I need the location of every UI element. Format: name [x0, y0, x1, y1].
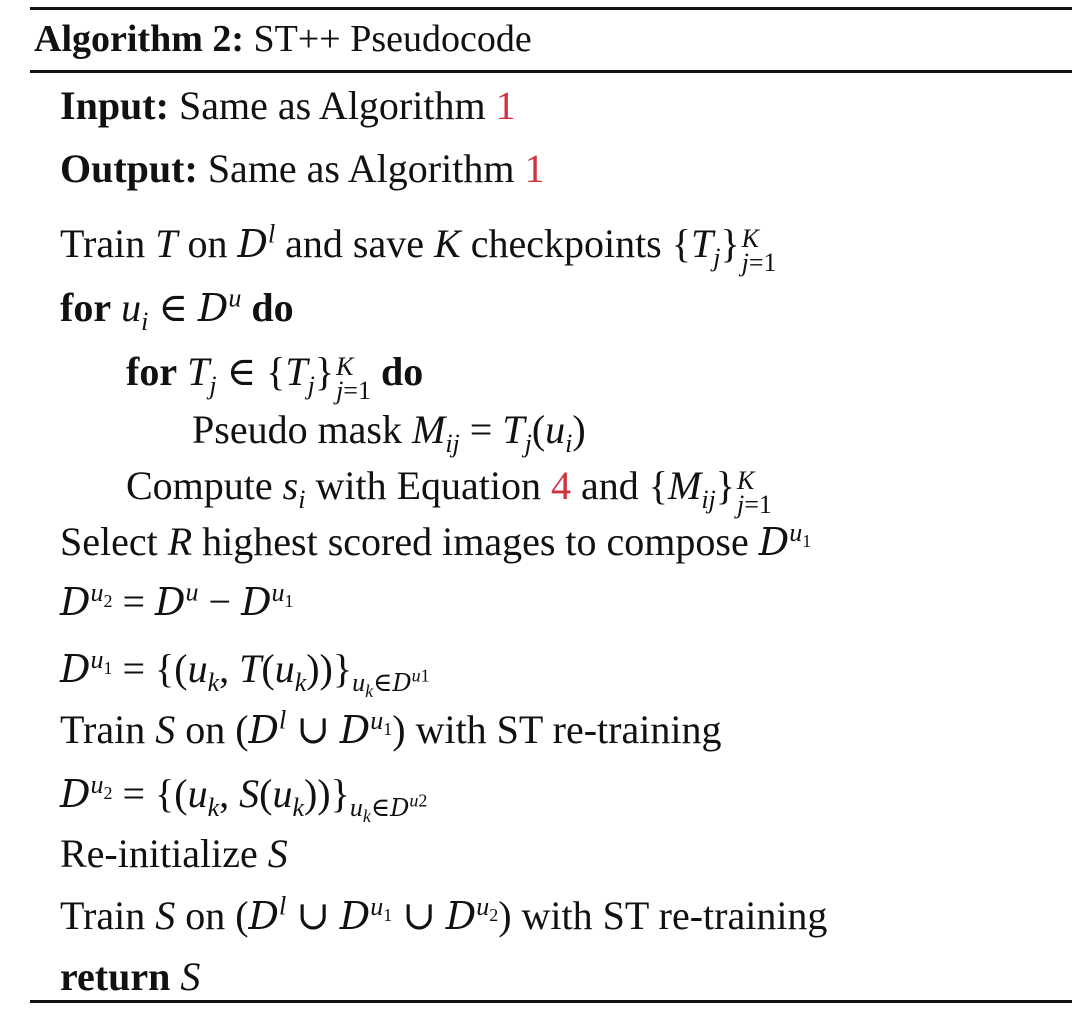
algo-line-label-u1 — [60, 644, 430, 702]
text-fragment: with Equation — [315, 463, 542, 508]
math-sup-u2: u2 — [90, 577, 113, 611]
math-D: D — [237, 222, 268, 266]
text-fragment: highest scored images to compose — [202, 519, 749, 564]
math-D: D — [241, 580, 272, 624]
bottom-rule — [30, 1000, 1072, 1003]
math-eq: = — [122, 579, 146, 624]
text-fragment: checkpoints — [470, 221, 662, 266]
math-in: ∈ — [226, 349, 257, 394]
input-keyword: Input: — [60, 83, 169, 128]
for-keyword: for — [60, 285, 112, 330]
output-line — [60, 145, 544, 193]
math-eq: = — [122, 771, 146, 816]
math-T: T — [187, 349, 210, 394]
return-keyword: return — [60, 954, 171, 999]
math-sup-u1: u1 — [789, 517, 812, 551]
math-D: D — [60, 580, 91, 624]
text-fragment: with ST re-training — [521, 893, 828, 938]
math-K: K — [434, 221, 461, 266]
math-eq: = — [469, 407, 493, 452]
math-u: u — [121, 285, 142, 330]
math-sup-u2: u2 — [90, 769, 113, 803]
algo-line-split — [60, 578, 294, 626]
algorithm-ref-link[interactable]: 1 — [524, 146, 545, 191]
algorithm-ref-link[interactable]: 1 — [495, 83, 516, 128]
for-keyword: for — [126, 349, 178, 394]
math-sub-j: j — [209, 371, 217, 400]
math-checkpoint-set: $\{T_j\}$ — [266, 349, 335, 400]
math-M: M — [412, 407, 446, 452]
do-keyword: do — [380, 349, 424, 394]
text-fragment: and — [581, 463, 639, 508]
math-S: S — [155, 707, 176, 752]
algo-line-for-outer — [60, 283, 294, 336]
algo-line-for-inner — [126, 348, 423, 403]
algo-line-label-u2 — [60, 769, 428, 827]
output-keyword: Output: — [60, 146, 198, 191]
math-sup-u: u — [228, 283, 242, 313]
do-keyword: do — [251, 285, 294, 330]
math-set-index: uk∈Du1 — [352, 665, 430, 702]
math-sup-u: u — [185, 577, 199, 607]
text-fragment: Re-initialize — [60, 831, 258, 876]
equation-ref-link[interactable]: 4 — [551, 463, 572, 508]
math-minus: − — [208, 579, 232, 624]
math-T: T — [155, 221, 178, 266]
text-fragment: Compute — [126, 463, 273, 508]
text-fragment: Train — [60, 893, 146, 938]
math-T: T — [502, 407, 525, 452]
math-sup-l: l — [267, 219, 276, 249]
text-fragment: on — [187, 221, 228, 266]
math-pair-set: {($u_k$, $S(u_k)$)} — [155, 771, 350, 822]
math-sub-j: j — [524, 429, 532, 458]
math-S: S — [155, 893, 176, 938]
output-text: Same as Algorithm — [207, 146, 515, 191]
math-set-bounds: K j=1 — [336, 352, 371, 405]
text-fragment: Pseudo mask — [192, 407, 402, 452]
text-fragment: on — [185, 707, 226, 752]
math-sub-i: i — [141, 307, 149, 336]
math-sub-i: i — [298, 485, 306, 514]
text-fragment: on — [185, 893, 226, 938]
algo-line-train-student-1 — [60, 706, 721, 754]
top-rule — [30, 7, 1072, 10]
math-s: s — [282, 463, 299, 508]
algorithm-name: ST++ Pseudocode — [253, 18, 532, 60]
math-set-bounds: K j=1 — [736, 466, 772, 519]
math-R: R — [167, 519, 193, 564]
math-in: ∈ — [158, 285, 188, 330]
algo-line-select — [60, 518, 811, 566]
math-D: D — [155, 580, 186, 624]
math-pair-set: {($u_k$, $T(u_k)$)} — [155, 646, 353, 697]
math-D: D — [60, 772, 91, 816]
algo-line-train-student-2 — [60, 892, 827, 940]
math-mask-set: $\{M_{ij}\}$ — [648, 463, 735, 514]
math-set-index: uk∈Du2 — [349, 790, 428, 827]
math-S: S — [180, 954, 201, 999]
math-D: D — [758, 520, 790, 564]
text-fragment: with ST re-training — [415, 707, 722, 752]
text-fragment: Select — [60, 519, 158, 564]
math-eq: = — [122, 646, 146, 691]
algo-line-compute-score — [126, 462, 772, 517]
input-text: Same as Algorithm — [178, 83, 486, 128]
math-checkpoint-set: $\{T_j\}$ — [671, 221, 740, 272]
algo-line-return — [60, 953, 200, 1001]
math-sup-u1: u1 — [271, 577, 294, 611]
math-D: D — [197, 286, 229, 330]
math-S: S — [267, 831, 288, 876]
input-line — [60, 82, 516, 130]
math-union: ($D^l$ ∪ $D^{u_1}$ ∪ $D^{u_2}$) — [235, 891, 512, 938]
text-fragment: Train — [60, 221, 146, 266]
algo-line-reinit — [60, 830, 288, 878]
algo-line-train-teacher — [60, 220, 777, 275]
text-fragment: and save — [285, 221, 424, 266]
math-union: ($D^l$ ∪ $D^{u_1}$) — [235, 705, 406, 752]
math-sub-ij: ij — [445, 429, 460, 458]
math-D: D — [60, 647, 91, 691]
math-arg: $(u_i)$ — [531, 407, 586, 458]
text-fragment: Train — [60, 707, 146, 752]
algorithm-title — [34, 15, 532, 63]
math-sup-u1: u1 — [90, 644, 113, 678]
algorithm-label: Algorithm 2: — [34, 18, 245, 60]
math-set-bounds: K j=1 — [741, 224, 777, 277]
header-rule — [30, 70, 1072, 73]
algo-line-pseudo-mask — [192, 406, 586, 458]
